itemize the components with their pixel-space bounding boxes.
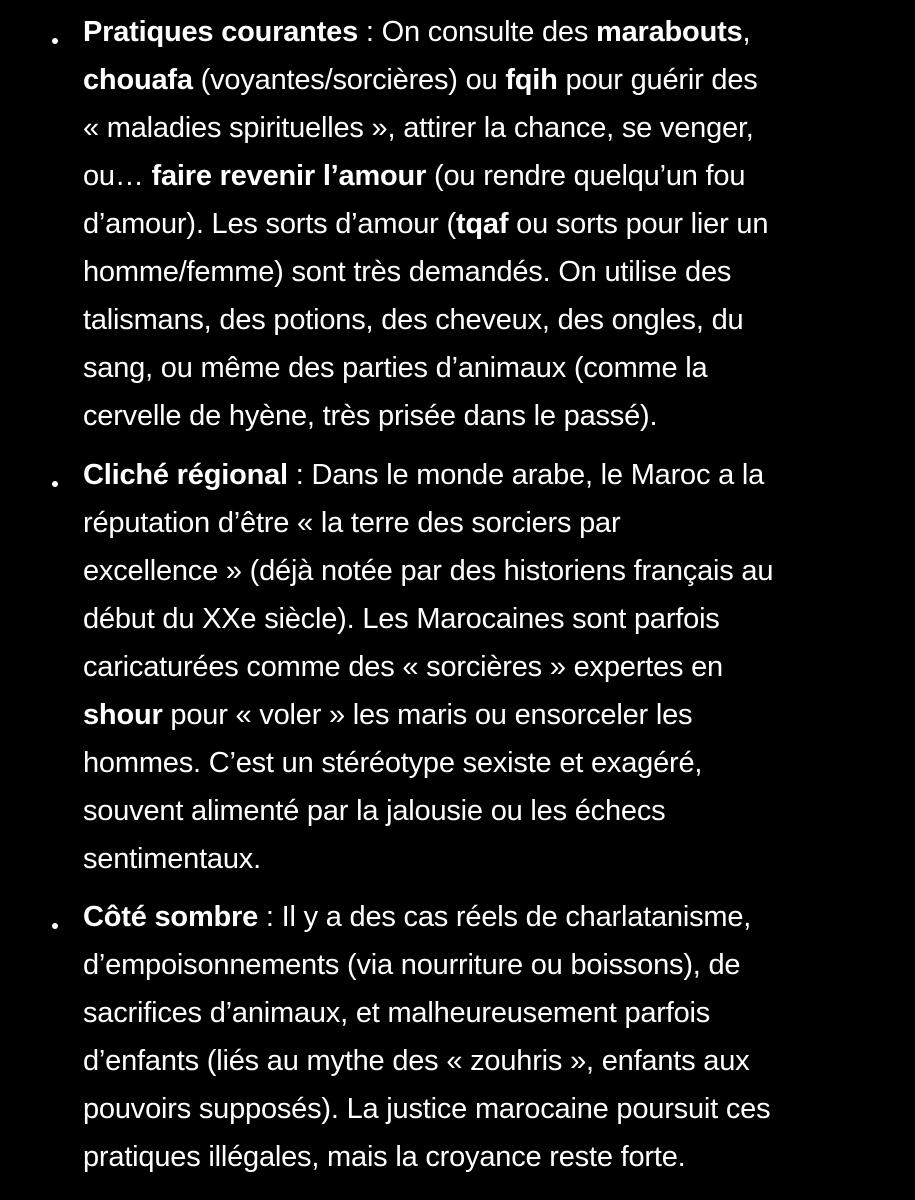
bold-term: Cliché régional bbox=[83, 459, 288, 491]
text-line bbox=[83, 595, 915, 643]
text-run: pour « voler » les maris ou ensorceler les bbox=[162, 699, 693, 731]
text-run: sacrifices d’animaux, et malheureusement parfois bbox=[83, 997, 711, 1029]
text-line bbox=[83, 787, 915, 835]
bold-term: tqaf bbox=[455, 208, 509, 240]
text-line bbox=[83, 1133, 915, 1181]
text-line bbox=[83, 835, 915, 883]
text-run: d’amour). Les sorts d’amour ( bbox=[83, 208, 456, 240]
text-run: : On consulte des bbox=[358, 16, 597, 48]
bold-term: fqih bbox=[505, 64, 558, 96]
text-line bbox=[83, 1085, 915, 1133]
bullet-dot-icon bbox=[50, 36, 60, 46]
text-line bbox=[83, 941, 915, 989]
text-run: homme/femme) sont très demandés. On utilise des bbox=[83, 256, 732, 288]
text-run: sang, ou même des parties d’animaux (comme la bbox=[83, 352, 708, 384]
text-run: cervelle de hyène, très prisée dans le passé). bbox=[83, 400, 658, 432]
text-run: ou sorts pour lier un bbox=[508, 208, 769, 240]
bullet-dot-icon bbox=[50, 479, 60, 489]
text-run: d’enfants (liés au mythe des « zouhris », enfants aux bbox=[83, 1045, 750, 1077]
paragraph-pratiques-courantes bbox=[83, 8, 915, 440]
text-line bbox=[83, 152, 915, 200]
text-line bbox=[83, 392, 915, 440]
bold-term: faire revenir l’amour bbox=[151, 160, 427, 192]
text-run: début du XXe siècle). Les Marocaines sont parfois bbox=[83, 603, 720, 635]
text-run: talismans, des potions, des cheveux, des ongles, du bbox=[83, 304, 744, 336]
text-run: , bbox=[742, 16, 751, 48]
text-line bbox=[83, 296, 915, 344]
text-line bbox=[83, 691, 915, 739]
text-line bbox=[83, 643, 915, 691]
text-run: réputation d’être « la terre des sorciers par bbox=[83, 507, 621, 539]
text-run: hommes. C’est un stéréotype sexiste et exagéré, bbox=[83, 747, 703, 779]
text-line bbox=[83, 989, 915, 1037]
text-run: : Il y a des cas réels de charlatanisme, bbox=[258, 901, 752, 933]
text-line bbox=[83, 8, 915, 56]
bullet-dot-icon bbox=[50, 921, 60, 931]
bold-term: Pratiques courantes bbox=[83, 16, 359, 48]
paragraph-cliche-regional bbox=[83, 451, 915, 883]
bold-term: Côté sombre bbox=[83, 901, 259, 933]
text-line bbox=[83, 200, 915, 248]
text-line bbox=[83, 451, 915, 499]
text-run: souvent alimenté par la jalousie ou les échecs bbox=[83, 795, 666, 827]
bold-term: chouafa bbox=[83, 64, 193, 96]
text-run: pouvoirs supposés). La justice marocaine poursuit ces bbox=[83, 1093, 771, 1125]
paragraph-cote-sombre bbox=[83, 893, 915, 1181]
text-run: « maladies spirituelles », attirer la chance, se venger, bbox=[83, 112, 754, 144]
text-run: (ou rendre quelqu’un fou bbox=[426, 160, 746, 192]
text-run: : Dans le monde arabe, le Maroc a la bbox=[287, 459, 765, 491]
text-run: pour guérir des bbox=[557, 64, 758, 96]
text-run: excellence » (déjà notée par des historiens français au bbox=[83, 555, 774, 587]
text-line bbox=[83, 1037, 915, 1085]
text-line bbox=[83, 547, 915, 595]
text-line bbox=[83, 893, 915, 941]
bold-term: shour bbox=[83, 699, 163, 731]
text-run: (voyantes/sorcières) ou bbox=[192, 64, 506, 96]
text-run: caricaturées comme des « sorcières » expertes en bbox=[83, 651, 723, 683]
list-item bbox=[0, 8, 915, 440]
bold-term: marabouts bbox=[596, 16, 743, 48]
text-run: d’empoisonnements (via nourriture ou boissons), de bbox=[83, 949, 741, 981]
text-run: sentimentaux. bbox=[83, 843, 261, 875]
text-line bbox=[83, 56, 915, 104]
text-line bbox=[83, 344, 915, 392]
text-line bbox=[83, 739, 915, 787]
list-item bbox=[0, 893, 915, 1181]
text-run: ou… bbox=[83, 160, 152, 192]
text-line bbox=[83, 104, 915, 152]
text-line bbox=[83, 248, 915, 296]
list-item bbox=[0, 451, 915, 883]
text-run: pratiques illégales, mais la croyance reste forte. bbox=[83, 1141, 686, 1173]
text-line bbox=[83, 499, 915, 547]
